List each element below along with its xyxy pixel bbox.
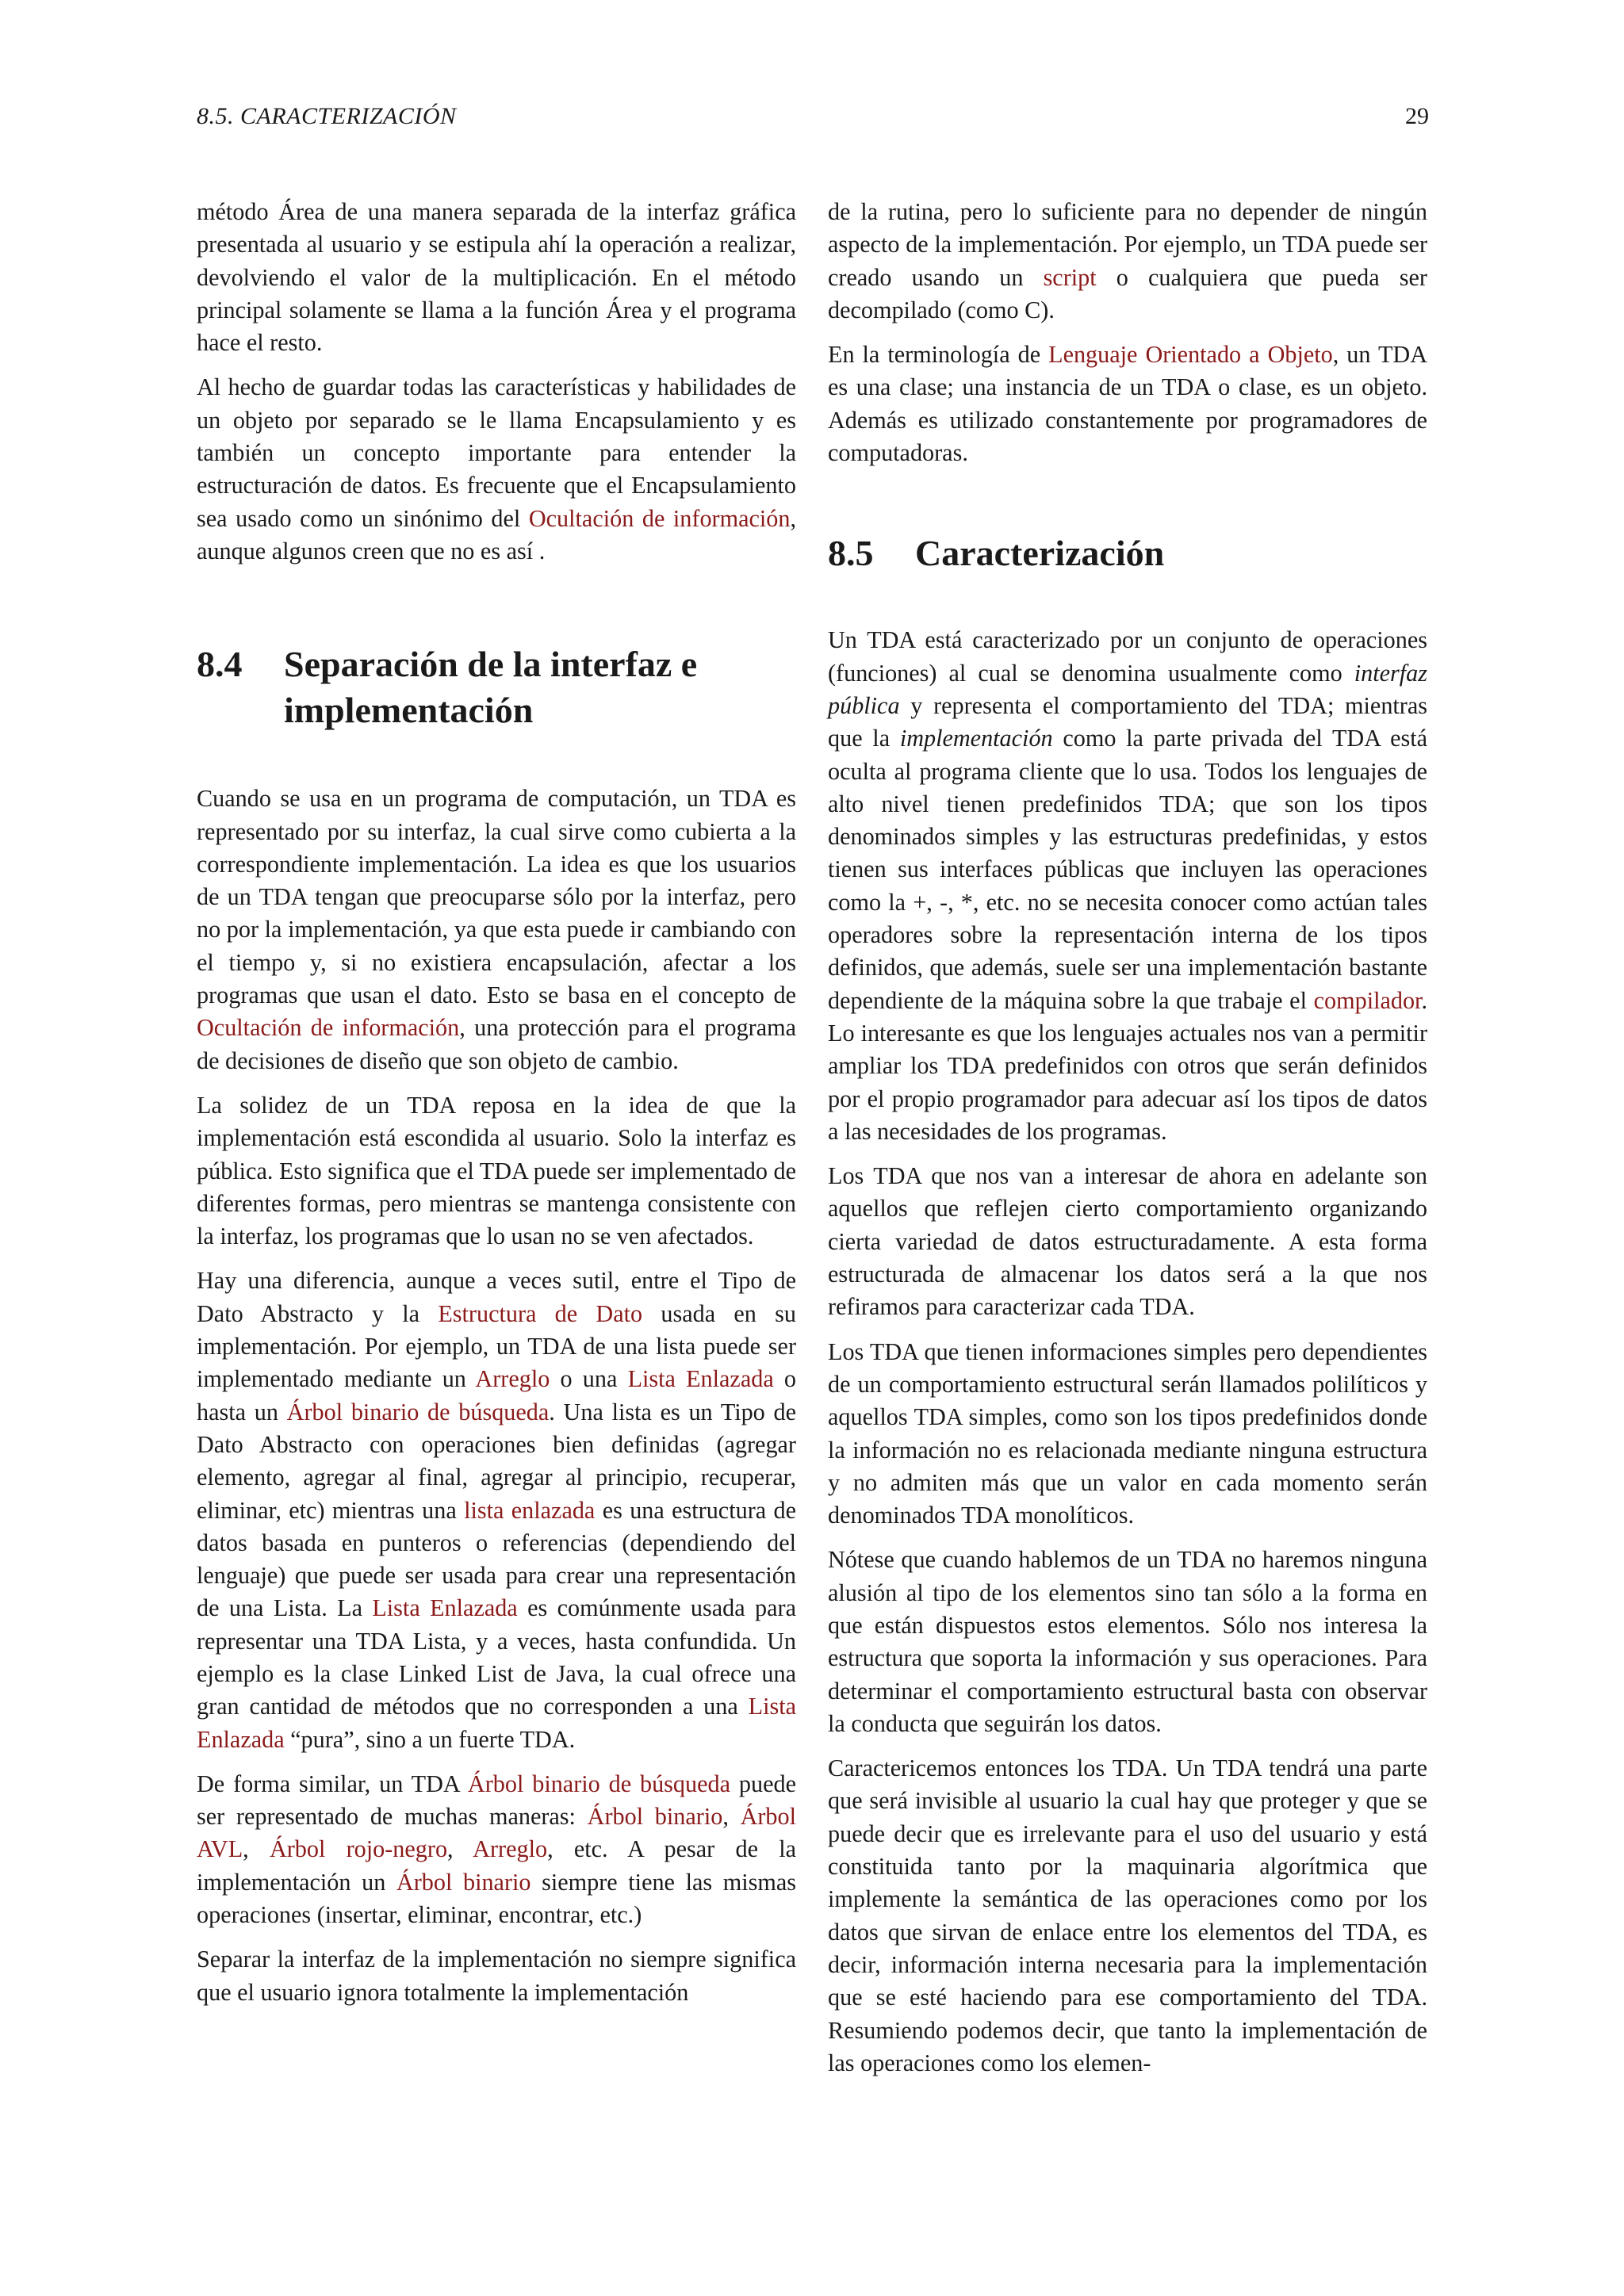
paragraph — [828, 1752, 1427, 2080]
paragraph — [828, 1160, 1427, 1323]
paragraph-text: Los TDA que tienen informaciones simples pero dependientes de un comportamiento estructural serán llamados polilíticos y aquellos TDA simples, como son los tipos predefinidos donde la información no es relacionada mediante ninguna estructura y no admiten más que un valor en cada momento serán denominados TDA monolíticos. — [828, 1337, 1427, 1529]
paragraph — [197, 1768, 796, 1931]
paragraph-text: de la rutina, pero lo suficiente para no depender de ningún aspecto de la implementación. Por ejemplo, un TDA puede ser creado usando un — [828, 198, 1427, 291]
paragraph-text: , etc. A pesar de la implementación un — [197, 1835, 796, 1896]
paragraph-text: y representa el comportamiento del TDA; mientras que la — [828, 691, 1427, 752]
paragraph — [197, 1943, 796, 2009]
link-ocultacion-de-informacion[interactable]: Ocultación de información — [197, 1014, 460, 1042]
link-arbol-binario-de-busqueda[interactable]: Árbol binario de búsqueda — [286, 1398, 550, 1425]
paragraph-text: “pura”, sino a un fuerte TDA. — [284, 1725, 576, 1753]
link-ocultacion-de-informacion[interactable]: Ocultación de información — [528, 504, 791, 532]
paragraph — [828, 1336, 1427, 1533]
paragraph — [828, 196, 1427, 327]
paragraph-text: , — [722, 1803, 741, 1831]
link-lista-enlazada[interactable]: lista enlazada — [464, 1496, 596, 1524]
page-number: 29 — [1405, 103, 1429, 129]
paragraph-text: o una — [550, 1365, 628, 1393]
paragraph — [197, 783, 796, 1077]
link-script[interactable]: script — [1043, 263, 1097, 291]
paragraph-text: usada en su implementación. Por ejemplo, un TDA de una lista puede ser implementado mediante un — [197, 1299, 796, 1393]
paragraph — [197, 1089, 796, 1253]
paragraph-text: es una estructura de datos basada en punteros o referencias (dependiendo del lenguaje) que puede ser usada para crear una representación de una Lista. La — [197, 1496, 796, 1622]
paragraph-text: . Una lista es un Tipo de Dato Abstracto con operaciones bien definidas (agregar elemento, agregar al final, agregar al principio, recuperar, eliminar, etc) mientras una — [197, 1398, 796, 1524]
paragraph-text: como la parte privada del TDA está oculta al programa cliente que lo usa. Todos los lenguajes de alto nivel tienen predefinidos TDA; que son los tipos denominados simples y las estructuras predefinidas, y estos tienen sus interfaces públicas que incluyen las operaciones como la +, -, *, etc. no se necesita conocer como actúan tales operadores sobre la representación interna de los tipos definidos, que además, suele ser una implementación bastante dependiente de la máquina sobre la que trabaje el — [828, 725, 1428, 1014]
link-arbol-rojo-negro[interactable]: Árbol rojo-negro — [269, 1835, 448, 1863]
paragraph — [828, 339, 1427, 469]
link-arbol-binario[interactable]: Árbol binario — [396, 1868, 531, 1896]
emphasis-interfaz-publica: interfaz pública — [828, 659, 1427, 719]
section-number: 8.4 — [197, 644, 243, 685]
link-lista-enlazada[interactable]: Lista Enlazada — [372, 1594, 518, 1622]
paragraph-text: Los TDA que nos van a interesar de ahora en adelante son aquellos que reflejen cierto comportamiento organizando cierta variedad de datos estructuradamente. A esta forma estructurada de almacenar los datos será a la que nos refiramos para caracterizar cada TDA. — [828, 1162, 1427, 1321]
section-heading-8-4 — [197, 641, 796, 733]
paragraph-text: Caractericemos entonces los TDA. Un TDA tendrá una parte que será invisible al usuario la cual hay que proteger y que se puede decir que es irrelevante para el uso del usuario y está constituida tanto por la maquinaria algorítmica que implemente la semántica de las operaciones como por los datos que sirvan de enlace entre los elementos del TDA, es decir, información interna necesaria para la implementación que se esté haciendo para ese comportamiento del TDA. Resumiendo podemos decir, que tanto la implementación de las operaciones como los elemen- — [828, 1755, 1427, 2076]
running-header — [197, 103, 1429, 135]
paragraph-text: , un TDA es una clase; una instancia de un TDA o clase, es un objeto. Además es utilizado constantemente por programadores de computadoras. — [828, 341, 1427, 467]
link-lenguaje-orientado-a-objeto[interactable]: Lenguaje Orientado a Objeto — [1048, 341, 1333, 369]
link-arbol-binario[interactable]: Árbol binario — [587, 1803, 723, 1831]
right-column — [828, 196, 1427, 2091]
paragraph-text: Nótese que cuando hablemos de un TDA no haremos ninguna alusión al tipo de los elementos sino tan sólo a la forma en que están dispuestos estos elementos. Sólo nos interesa la estructura que soporta la información y sus operaciones. Para determinar el comportamiento estructural basta con observar la conducta que seguirán los datos. — [828, 1546, 1427, 1737]
link-arbol-avl[interactable]: Árbol AVL — [197, 1803, 797, 1863]
paragraph-text: , — [243, 1835, 270, 1863]
paragraph — [828, 1544, 1427, 1740]
paragraph-text: siempre tiene las mismas operaciones (insertar, eliminar, encontrar, etc.) — [197, 1868, 796, 1929]
link-arreglo[interactable]: Arreglo — [473, 1835, 548, 1863]
paragraph — [828, 624, 1427, 1148]
paragraph-text: o hasta un — [197, 1365, 796, 1425]
paragraph-text: Cuando se usa en un programa de computación, un TDA es representado por su interfaz, la cual sirve como cubierta a la correspondiente implementación. La idea es que los usuarios de un TDA tengan que preocuparse sólo por la interfaz, pero no por la implementación, ya que esta puede ir cambiando con el tiempo y, si no existiera encapsulación, afectar a los programas que usan el dato. Esto se basa en el concepto de — [197, 785, 796, 1009]
paragraph-text: . Lo interesante es que los lenguajes actuales nos van a permitir ampliar los TDA predefinidos con otros que serán definidos por el propio programador para adecuar así los tipos de datos a las necesidades de los programas. — [828, 986, 1427, 1145]
paragraph-text: En la terminología de — [828, 341, 1049, 369]
section-title: Caracterización — [915, 533, 1165, 574]
paragraph-text: , una protección para el programa de decisiones de diseño que son objeto de cambio. — [197, 1014, 796, 1074]
header-section-title: 8.5. CARACTERIZACIÓN — [197, 103, 457, 129]
paragraph-text: es comúnmente usada para representar una TDA Lista, y a veces, hasta confundida. Un ejemplo es la clase Linked List de Java, la cual ofrece una gran cantidad de métodos que no corresponden a una — [197, 1594, 796, 1720]
link-lista-enlazada[interactable]: Lista Enlazada — [627, 1365, 774, 1393]
link-estructura-de-dato[interactable]: Estructura de Dato — [438, 1299, 643, 1327]
paragraph — [197, 1265, 796, 1755]
emphasis-implementacion: implementación — [899, 725, 1053, 752]
paragraph-text: método Área de una manera separada de la interfaz gráfica presentada al usuario y se estipula ahí la operación a realizar, devolviendo el valor de la multiplicación. En el método principal solamente se llama a la función Área y el programa hace el resto. — [197, 198, 796, 357]
paragraph-text: puede ser representado de muchas maneras: — [197, 1770, 796, 1831]
paragraph-text: Hay una diferencia, aunque a veces sutil, entre el Tipo de Dato Abstracto y la — [197, 1267, 796, 1327]
paragraph-text: , — [447, 1835, 473, 1863]
paragraph — [197, 371, 796, 568]
paragraph-text: La solidez de un TDA reposa en la idea de que la implementación está escondida al usuario. Solo la interfaz es pública. Esto significa que el TDA puede ser implementado de diferentes formas, pero mientras se mantenga consistente con la interfaz, los programas que lo usan no se ven afectados. — [197, 1091, 796, 1250]
paragraph — [197, 196, 796, 359]
link-compilador[interactable]: compilador — [1313, 986, 1422, 1014]
section-number: 8.5 — [828, 533, 874, 574]
link-arbol-binario-de-busqueda[interactable]: Árbol binario de búsqueda — [467, 1770, 731, 1797]
paragraph-text: Al hecho de guardar todas las características y habilidades de un objeto por separado se le llama Encapsulamiento y es también un concepto importante para entender la estructuración de datos. Es frecuente que el Encapsulamiento sea usado como un sinónimo del — [197, 373, 796, 532]
paragraph-text: , aunque algunos creen que no es así . — [197, 504, 796, 564]
paragraph-text: Un TDA está caracterizado por un conjunto de operaciones (funciones) al cual se denomina usualmente como — [828, 626, 1427, 687]
paragraph-text: Separar la interfaz de la implementación no siempre significa que el usuario ignora totalmente la implementación — [197, 1946, 796, 2006]
link-arreglo[interactable]: Arreglo — [475, 1365, 550, 1393]
section-heading-8-5 — [828, 530, 1427, 576]
paragraph-text: o cualquiera que pueda ser decompilado (como C). — [828, 263, 1427, 323]
paragraph-text: De forma similar, un TDA — [197, 1770, 468, 1797]
section-title: Separación de la interfaz e implementación — [284, 644, 698, 731]
link-lista-enlazada[interactable]: Lista Enlazada — [197, 1693, 796, 1753]
left-column — [197, 196, 796, 2021]
